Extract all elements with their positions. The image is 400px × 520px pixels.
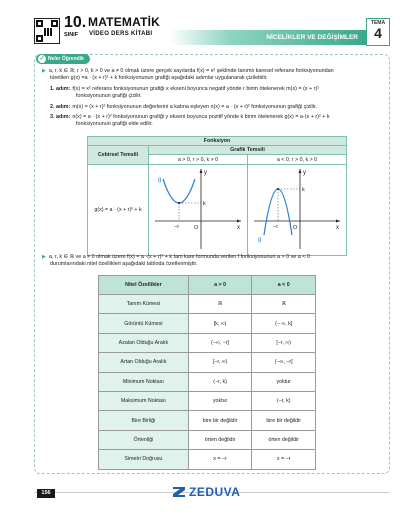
table-cell: x = −r — [188, 450, 252, 469]
table-row — [99, 450, 316, 469]
table1-expression: g(x) = a · (x + r)² + k — [88, 165, 149, 256]
table-cell: ℝ — [188, 295, 252, 314]
intro2-line-1: a, r, k ∈ ℝ ve a ≠ 0 olmak üzere f(x) = a ·(x + r)² + k tam kare formunda verilen f fonksiyonunun a > 0 ve a < 0 — [48, 254, 310, 260]
table-cell: Minimum Noktası — [99, 372, 189, 391]
qualitative-properties-table — [98, 275, 316, 470]
table-row — [99, 411, 316, 430]
graph-upward-k-label: k — [203, 201, 206, 207]
table-cell: Tanım Kümesi — [99, 295, 189, 314]
topic-title: NİCELİKLER VE DEĞİŞİMLER — [266, 34, 358, 41]
table1-col-graph: Grafik Temsili — [149, 146, 347, 155]
table-header-row — [99, 276, 316, 295]
step-1-line-2: fonksiyonunun grafiği çizilir. — [76, 93, 142, 100]
step-3 — [50, 114, 330, 128]
graph-downward-k-label: k — [302, 187, 305, 193]
graph-upward-g-label: g — [158, 177, 162, 183]
grade-number: 10. — [64, 14, 87, 31]
table-cell: (−r, k) — [188, 372, 252, 391]
tema-label: TEMA — [370, 20, 386, 26]
graph-upward-origin-label: O — [194, 225, 199, 231]
table-row — [99, 333, 316, 352]
step-1-line-1: f(x) = x² referans fonksiyonunun grafiği x ekseni boyunca negatif yönde r birim ötelenerek m(x) = (x + r)² — [72, 86, 320, 92]
intro-line-1: a, r, k ∈ ℝ; r > 0, k > 0 ve a ≠ 0 olmak üzere gerçek sayılarda f(x) = x² şeklinde tanımlı karesel referans fonksiyonundan — [48, 68, 334, 74]
table-cell: [k, ∞) — [188, 314, 252, 333]
graph-downward-x-label: x — [336, 225, 339, 231]
intro-line-2: türetilen g(x) =a · (x + r)² + k fonksiyonunun grafiği aşağıdaki adımlar uygulanarak çizilebilir. — [50, 75, 268, 82]
section-badge-label: Neler Öğrendik — [48, 56, 84, 62]
table-cell: yoktur — [188, 391, 252, 410]
table-cell: Simetri Doğrusu — [99, 450, 189, 469]
intro-paragraph — [42, 68, 334, 82]
table-cell: Örtenliği — [99, 430, 189, 449]
table-cell: Görüntü Kümesi — [99, 314, 189, 333]
table-row — [99, 372, 316, 391]
table-row — [99, 314, 316, 333]
table-row — [99, 353, 316, 372]
intro2-line-2: durumlarındaki nitel özellikleri aşağıdaki tabloda özetlenmiştir. — [50, 261, 198, 268]
function-representation-table — [87, 136, 347, 256]
bullet-arrow-icon: ▶ — [42, 68, 46, 74]
page-number: 156 — [37, 489, 55, 498]
book-title: MATEMATİK — [88, 15, 161, 29]
table-cell: bire bir değildir — [252, 411, 316, 430]
graph-downward-minus-r-label: −r — [273, 224, 279, 230]
step-1 — [50, 86, 319, 100]
zeduva-logo-icon — [172, 485, 186, 499]
check-icon: ✓ — [39, 56, 45, 62]
bullet-arrow-icon: ▶ — [42, 254, 46, 260]
tema-badge — [366, 18, 390, 46]
table-cell: (− ∞, k] — [252, 314, 316, 333]
graph-upward-parabola — [149, 165, 248, 256]
tema-number: 4 — [374, 25, 382, 41]
table1-cond-negative: a < 0, r > 0, k > 0 — [248, 155, 347, 165]
table-cell: (−∞, −r] — [252, 353, 316, 372]
table-cell: bire bir değildir — [188, 411, 252, 430]
grade-label: SINIF — [64, 32, 79, 38]
table-row — [99, 391, 316, 410]
graph-upward-x-label: x — [237, 225, 240, 231]
table2-header-a-positive: a > 0 — [188, 276, 252, 295]
table-cell: örten değildir — [252, 430, 316, 449]
intro2-paragraph — [42, 254, 310, 268]
graph-downward-parabola — [248, 165, 347, 256]
table-row — [99, 430, 316, 449]
graph-downward-y-label: y — [303, 170, 306, 176]
table1-col-symbolic: Cebirsel Temsili — [88, 146, 149, 165]
table-row — [99, 295, 316, 314]
table-cell: Maksimum Noktası — [99, 391, 189, 410]
brand-logo[interactable] — [172, 484, 240, 500]
brand-name: ZEDUVA — [189, 485, 241, 499]
step-2-line-1: m(x) = (x + r)² fonksiyonunun değerlerini a katına eşleyen n(x) = a · (x + r)² fonksiyonunun grafiği çizilir. — [72, 104, 317, 110]
table-cell: [−r, ∞) — [252, 333, 316, 352]
page-header — [0, 0, 400, 48]
table2-header-property: Nitel Özellikler — [99, 276, 189, 295]
step-3-label: 3. adım: — [50, 114, 71, 120]
step-2 — [50, 104, 317, 111]
qr-code-icon[interactable] — [34, 18, 60, 44]
section-badge — [36, 54, 90, 64]
table2-header-a-negative: a < 0 — [252, 276, 316, 295]
graph-downward-g-label: g — [258, 237, 262, 243]
table1-title: Fonksiyon — [88, 137, 347, 146]
graph-upward-y-label: y — [204, 170, 207, 176]
table-cell: (−∞, −r] — [188, 333, 252, 352]
table-cell: x = −r — [252, 450, 316, 469]
step-3-line-2: fonksiyonunun grafiği elde edilir. — [76, 121, 153, 128]
graph-downward-origin-label: O — [293, 225, 298, 231]
table-cell: [−r, ∞) — [188, 353, 252, 372]
step-3-line-1: n(x) = a · (x + r)² fonksiyonunun grafiği y ekseni boyunca pozitif yönde k birim ötelenerek g(x) = a·(x + r)² + k — [72, 114, 330, 120]
table-cell: Bire Birliği — [99, 411, 189, 430]
table-cell: Artan Olduğu Aralık — [99, 353, 189, 372]
graph-upward-minus-r-label: −r — [174, 224, 180, 230]
table-cell: ℝ — [252, 295, 316, 314]
table-cell: (−r, k) — [252, 391, 316, 410]
book-subtitle: VİDEO DERS KİTABI — [89, 31, 153, 37]
graph-downward-svg — [248, 165, 346, 253]
step-1-label: 1. adım: — [50, 86, 71, 92]
table-cell: yoktur — [252, 372, 316, 391]
graph-upward-svg — [149, 165, 247, 253]
table-cell: örten değildir — [188, 430, 252, 449]
step-2-label: 2. adım: — [50, 104, 71, 110]
table1-cond-positive: a > 0, r > 0, k > 0 — [149, 155, 248, 165]
table-cell: Azalan Olduğu Aralık — [99, 333, 189, 352]
